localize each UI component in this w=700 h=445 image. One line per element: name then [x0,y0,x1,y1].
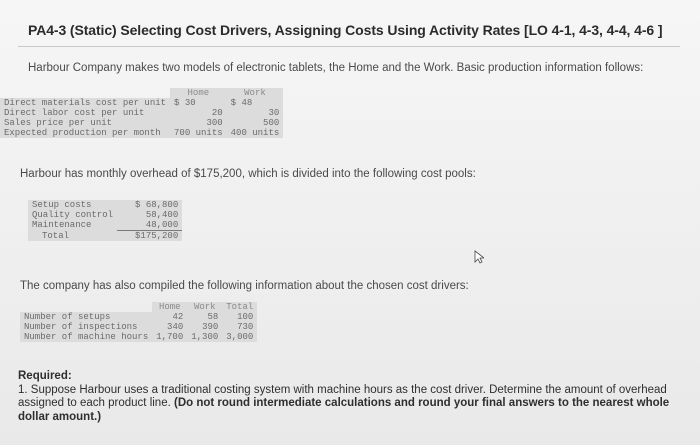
table-row [28,200,182,210]
cell-home: 1,700 [156,332,184,342]
table-row [0,108,283,118]
column-header-work: Work [227,88,284,98]
cell-total: 100 [237,312,254,322]
row-label: Setup costs [32,200,92,210]
row-label: Number of inspections [24,322,138,332]
table-row [0,128,283,138]
row-label: Sales price per unit [4,118,113,128]
intro-text: Harbour Company makes two models of electronic tablets, the Home and the Work. Basic production information follows: [28,62,644,74]
cell-value: 48,000 [117,220,182,231]
table-row [28,210,182,220]
divider [18,46,680,47]
cell-total: 3,000 [226,332,254,342]
cell-home: 700 units [174,128,223,138]
column-header-work: Work [187,302,222,312]
row-label: Direct materials cost per unit [4,98,167,108]
drivers-text: The company has also compiled the following information about the chosen cost drivers: [20,280,469,292]
production-table [0,88,283,138]
table-row [20,312,257,322]
cell-value: $ 68,800 [135,200,179,210]
table-row [0,98,283,108]
row-label: Quality control [32,210,114,220]
required-section [18,370,683,424]
mouse-pointer-icon [474,250,484,264]
table-row [28,220,182,231]
column-header-home: Home [152,302,187,312]
row-label: Maintenance [32,220,92,231]
cell-home: $ 30 [174,98,196,108]
table-header-row [0,88,283,98]
rounding-note: (Do not round intermediate calculations and round your final answers to the nearest whole dollar amount.) [18,397,670,423]
total-value: $175,200 [135,231,179,241]
required-heading: Required: [18,370,72,382]
cell-work: 58 [207,312,219,322]
problem-title: PA4-3 (Static) Selecting Cost Drivers, Assigning Costs Using Activity Rates [LO 4-1, 4-3, 4-4, 4-6 ] [28,22,663,38]
cell-work: 1,300 [191,332,219,342]
table-row [20,322,257,332]
row-label: Number of setups [24,312,111,322]
table-header-row [20,302,257,312]
row-label: Number of machine hours [24,332,149,342]
cell-home: 340 [167,322,184,332]
table-row [0,118,283,128]
row-label: Direct labor cost per unit [4,108,145,118]
cell-total: 730 [237,322,254,332]
cell-work: 390 [202,322,219,332]
required-text: 1. Suppose Harbour uses a traditional costing system with machine hours as the cost driver. Determine the amount of overhead assigned to each product line. [18,383,667,409]
cell-work: 400 units [230,128,280,138]
cost-pools-table [28,200,182,241]
cell-work: 500 [263,118,280,128]
cell-work: $ 48 [230,98,253,108]
cell-home: 300 [206,118,223,128]
cost-drivers-table [20,302,257,342]
cell-home: 20 [211,108,223,118]
row-label: Expected production per month [4,128,161,138]
cell-value: 58,400 [145,210,179,220]
table-row [28,231,182,242]
overhead-text: Harbour has monthly overhead of $175,200, which is divided into the following cost pools: [20,168,476,180]
cell-work: 30 [268,108,280,118]
table-row [20,332,257,342]
column-header-total: Total [222,302,257,312]
cell-home: 42 [172,312,184,322]
column-header-home: Home [170,88,227,98]
total-label: Total [42,230,70,241]
